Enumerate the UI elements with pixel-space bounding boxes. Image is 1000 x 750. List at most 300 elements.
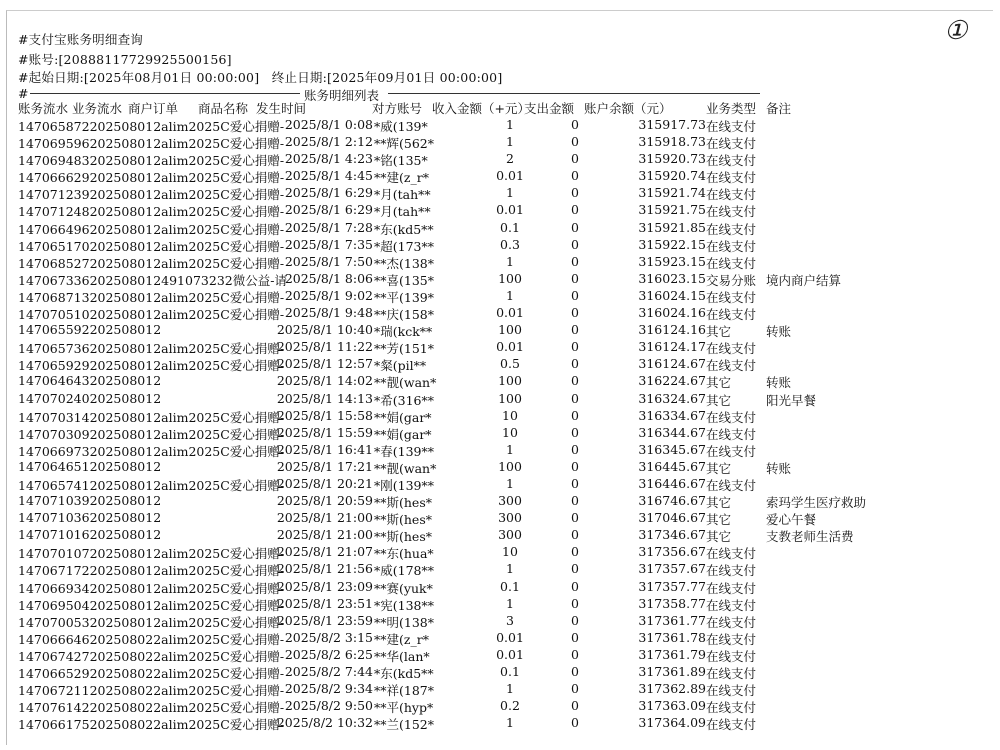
note-cell: 境内商户结算 [766, 272, 842, 288]
party-cell: **娟(gar* [374, 426, 432, 442]
party-cell: *宪(138** [374, 597, 434, 613]
type-cell: 交易分账 [706, 272, 757, 288]
income-cell: 100 [498, 390, 522, 406]
note-cell: 转账 [766, 324, 792, 340]
expense-cell: 0 [571, 305, 579, 321]
income-cell: 2 [506, 151, 514, 167]
time-cell: 2025/8/2 10:32 [276, 715, 373, 731]
expense-cell: 0 [571, 185, 579, 201]
expense-cell: 0 [571, 458, 579, 474]
table-row [0, 270, 1000, 287]
balance-cell: 316334.67 [638, 407, 706, 423]
table-row [0, 150, 1000, 167]
separator-dash-right [388, 93, 760, 94]
income-cell: 10 [502, 407, 518, 423]
note-cell: 支教老师生活费 [766, 529, 854, 545]
time-cell: 2025/8/2 9:50 [284, 698, 373, 714]
balance-cell: 317358.77 [638, 595, 706, 611]
type-cell: 在线支付 [706, 717, 757, 733]
table-row [0, 133, 1000, 150]
table-row [0, 526, 1000, 543]
flow-cell: 147066629202508012alim2025C爱心捐赠- [18, 170, 285, 186]
table-row [0, 475, 1000, 492]
party-cell: **建(z_r* [374, 170, 429, 186]
time-cell: 2025/8/1 21:00 [276, 510, 373, 526]
party-cell: *希(316** [374, 392, 434, 408]
party-cell: **祥(187* [374, 683, 434, 699]
party-cell: **赛(yuk* [374, 580, 433, 596]
col-party: 对方账号 [372, 101, 423, 116]
table-row [0, 543, 1000, 560]
time-cell: 2025/8/1 17:21 [276, 458, 373, 474]
flow-cell: 147071248202508012alim2025C爱心捐赠- [18, 204, 285, 220]
flow-cell: 147067211202508022alim2025C爱心捐赠- [18, 683, 285, 699]
party-cell: *瑞(kck** [374, 324, 433, 340]
balance-cell: 316224.67 [638, 373, 706, 389]
expense-cell: 0 [571, 424, 579, 440]
time-cell: 2025/8/1 20:21 [276, 475, 373, 491]
expense-cell: 0 [571, 561, 579, 577]
table-row [0, 201, 1000, 218]
table-row [0, 304, 1000, 321]
income-cell: 0.3 [500, 236, 520, 252]
income-cell: 0.1 [500, 578, 520, 594]
expense-cell: 0 [571, 493, 579, 509]
flow-cell: 147066646202508022alim2025C爱心捐赠- [18, 631, 285, 647]
expense-cell: 0 [571, 151, 579, 167]
expense-cell: 0 [571, 219, 579, 235]
table-row [0, 595, 1000, 612]
income-cell: 1 [506, 561, 514, 577]
flow-cell: 147070053202508012alim2025C爱心捐赠- [18, 614, 285, 630]
flow-cell: 147068527202508012alim2025C爱心捐赠- [18, 255, 285, 271]
expense-cell: 0 [571, 698, 579, 714]
expense-cell: 0 [571, 646, 579, 662]
table-row [0, 338, 1000, 355]
type-cell: 在线支付 [706, 597, 757, 613]
income-cell: 1 [506, 117, 514, 132]
type-cell: 在线支付 [706, 666, 757, 681]
balance-cell: 316124.67 [638, 356, 706, 372]
income-cell: 0.01 [496, 202, 524, 218]
separator-dash-left [30, 93, 300, 94]
flow-cell: 147069483202508012alim2025C爱心捐赠- [18, 153, 285, 169]
income-cell: 100 [498, 373, 522, 389]
type-cell: 在线支付 [706, 700, 757, 716]
flow-cell: 147071039202508012 [18, 493, 162, 509]
flow-cell: 147071239202508012alim2025C爱心捐赠- [18, 187, 285, 203]
note-cell: 阳光早餐 [766, 392, 817, 408]
balance-cell: 317363.09 [638, 698, 706, 714]
party-cell: **斯(hes* [374, 512, 432, 528]
time-cell: 2025/8/1 4:23 [284, 151, 373, 167]
party-cell: *粲(pil** [374, 358, 427, 374]
expense-cell: 0 [571, 475, 579, 491]
income-cell: 10 [502, 544, 518, 560]
balance-cell: 316344.67 [638, 424, 706, 440]
income-cell: 1 [506, 441, 514, 457]
col-balance: 账户余额（元） [584, 101, 672, 116]
time-cell: 2025/8/1 23:09 [276, 578, 373, 594]
balance-cell: 315918.73 [638, 134, 706, 150]
type-cell: 其它 [706, 512, 732, 528]
income-cell: 300 [498, 527, 522, 543]
balance-cell: 317046.67 [638, 510, 706, 526]
flow-cell: 147071016202508012 [18, 527, 162, 543]
time-cell: 2025/8/1 9:48 [284, 305, 373, 321]
note-cell: 转账 [766, 375, 792, 391]
balance-cell: 317357.67 [638, 561, 706, 577]
type-cell: 在线支付 [706, 221, 757, 237]
expense-cell: 0 [571, 578, 579, 594]
time-cell: 2025/8/1 7:50 [284, 253, 373, 269]
party-cell: **平(hyp* [374, 700, 434, 716]
balance-cell: 315917.73 [638, 117, 706, 132]
col-expense: 支出金额 [524, 101, 575, 116]
type-cell: 在线支付 [706, 563, 757, 579]
flow-cell: 147065592202508012 [18, 322, 162, 338]
time-cell: 2025/8/1 14:02 [276, 373, 373, 389]
balance-cell: 315921.74 [638, 185, 706, 201]
flow-cell: 147076142202508022alim2025C爱心捐赠- [18, 700, 285, 716]
party-cell: *威(139* [374, 119, 428, 134]
col-time: 发生时间 [256, 101, 307, 116]
expense-cell: 0 [571, 681, 579, 697]
balance-cell: 317346.67 [638, 527, 706, 543]
party-cell: **斯(hes* [374, 529, 432, 545]
flow-cell: 147064651202508012 [18, 458, 162, 474]
table-row [0, 680, 1000, 697]
income-cell: 3 [506, 612, 514, 628]
type-cell: 其它 [706, 392, 732, 408]
type-cell: 在线支付 [706, 648, 757, 664]
time-cell: 2025/8/1 7:35 [284, 236, 373, 252]
income-cell: 0.01 [496, 168, 524, 184]
table-row [0, 236, 1000, 253]
time-cell: 2025/8/1 7:28 [284, 219, 373, 235]
type-cell: 在线支付 [706, 683, 757, 699]
type-cell: 在线支付 [706, 546, 757, 562]
time-cell: 2025/8/1 12:57 [276, 356, 373, 372]
table-row [0, 116, 1000, 133]
time-cell: 2025/8/1 11:22 [276, 339, 373, 355]
type-cell: 在线支付 [706, 426, 757, 442]
party-cell: **明(138* [374, 614, 434, 630]
account-number: #账号:[20888117729925500156] [18, 52, 232, 67]
expense-cell: 0 [571, 441, 579, 457]
type-cell: 在线支付 [706, 580, 757, 596]
income-cell: 1 [506, 287, 514, 303]
type-cell: 其它 [706, 375, 732, 391]
party-cell: *东(kd5** [374, 221, 434, 237]
note-cell: 转账 [766, 460, 792, 476]
time-cell: 2025/8/1 23:51 [276, 595, 373, 611]
table-row [0, 612, 1000, 629]
income-cell: 0.01 [496, 646, 524, 662]
flow-cell: 147064643202508012 [18, 373, 162, 389]
type-cell: 在线支付 [706, 614, 757, 630]
col-merchant-order: 商户订单 [128, 101, 179, 116]
flow-cell: 147069596202508012alim2025C爱心捐赠- [18, 136, 285, 152]
type-cell: 在线支付 [706, 443, 757, 459]
party-cell: *春(139** [374, 443, 434, 459]
flow-cell: 147070107202508012alim2025C爱心捐赠- [18, 546, 285, 562]
flow-cell: 147066529202508022alim2025C爱心捐赠- [18, 666, 285, 681]
income-cell: 1 [506, 253, 514, 269]
income-cell: 0.5 [500, 356, 520, 372]
type-cell: 在线支付 [706, 170, 757, 186]
type-cell: 在线支付 [706, 255, 757, 271]
table-row [0, 560, 1000, 577]
balance-cell: 316445.67 [638, 458, 706, 474]
income-cell: 1 [506, 595, 514, 611]
separator-hash: # [18, 86, 29, 101]
income-cell: 1 [506, 715, 514, 731]
col-type: 业务类型 [706, 101, 757, 116]
flow-cell: 147065170202508012alim2025C爱心捐赠- [18, 238, 285, 254]
type-cell: 在线支付 [706, 631, 757, 647]
flow-cell: 147067427202508022alim2025C爱心捐赠- [18, 648, 285, 664]
time-cell: 2025/8/1 14:13 [276, 390, 373, 406]
time-cell: 2025/8/1 2:12 [284, 134, 373, 150]
flow-cell: 147070240202508012 [18, 390, 162, 406]
table-row [0, 219, 1000, 236]
table-row [0, 646, 1000, 663]
expense-cell: 0 [571, 356, 579, 372]
income-cell: 1 [506, 134, 514, 150]
party-cell: **靓(wan* [374, 375, 437, 391]
table-row [0, 629, 1000, 646]
balance-cell: 316446.67 [638, 475, 706, 491]
time-cell: 2025/8/1 9:02 [284, 287, 373, 303]
col-note: 备注 [766, 101, 792, 116]
table-row [0, 184, 1000, 201]
table-row [0, 167, 1000, 184]
expense-cell: 0 [571, 373, 579, 389]
balance-cell: 315923.15 [638, 253, 706, 269]
table-row [0, 407, 1000, 424]
balance-cell: 317361.77 [638, 612, 706, 628]
balance-cell: 315920.73 [638, 151, 706, 167]
income-cell: 1 [506, 681, 514, 697]
expense-cell: 0 [571, 236, 579, 252]
income-cell: 1 [506, 185, 514, 201]
balance-cell: 317362.89 [638, 681, 706, 697]
time-cell: 2025/8/1 21:00 [276, 527, 373, 543]
party-cell: **庆(158* [374, 307, 434, 323]
time-cell: 2025/8/1 6:29 [284, 202, 373, 218]
expense-cell: 0 [571, 629, 579, 645]
time-cell: 2025/8/1 23:59 [276, 612, 373, 628]
table-row [0, 458, 1000, 475]
time-cell: 2025/8/2 9:34 [284, 681, 373, 697]
table-row [0, 697, 1000, 714]
party-cell: *威(178** [374, 563, 434, 579]
flow-cell: 147068713202508012alim2025C爱心捐赠- [18, 289, 285, 305]
income-cell: 0.1 [500, 664, 520, 679]
party-cell: **平(139* [374, 289, 434, 305]
flow-cell: 147071036202508012 [18, 510, 162, 526]
expense-cell: 0 [571, 595, 579, 611]
party-cell: *刚(139** [374, 477, 434, 493]
type-cell: 在线支付 [706, 307, 757, 323]
transaction-list [0, 116, 1000, 731]
balance-cell: 315922.15 [638, 236, 706, 252]
time-cell: 2025/8/1 0:08 [284, 117, 373, 132]
expense-cell: 0 [571, 527, 579, 543]
party-cell: **兰(152* [374, 717, 434, 733]
party-cell: **华(lan* [374, 648, 430, 664]
income-cell: 0.01 [496, 339, 524, 355]
time-cell: 2025/8/1 15:59 [276, 424, 373, 440]
table-row [0, 372, 1000, 389]
time-cell: 2025/8/2 3:15 [284, 629, 373, 645]
type-cell: 其它 [706, 460, 732, 476]
balance-cell: 315920.74 [638, 168, 706, 184]
flow-cell: 147066496202508012alim2025C爱心捐赠- [18, 221, 285, 237]
expense-cell: 0 [571, 544, 579, 560]
table-row [0, 509, 1000, 526]
note-cell: 爱心午餐 [766, 512, 817, 528]
type-cell: 在线支付 [706, 119, 757, 134]
income-cell: 0.1 [500, 219, 520, 235]
party-cell: *超(173** [374, 238, 434, 254]
flow-cell: 147066934202508012alim2025C爱心捐赠- [18, 580, 285, 596]
col-flow: 账务流水 [18, 101, 69, 116]
flow-cell: 147065929202508012alim2025C爱心捐赠- [18, 358, 285, 374]
party-cell: **建(z_r* [374, 631, 429, 647]
time-cell: 2025/8/1 16:41 [276, 441, 373, 457]
expense-cell: 0 [571, 253, 579, 269]
date-range: #起始日期:[2025年08月01日 00:00:00] 终止日期:[2025年09月01日 00:00:00] [18, 70, 503, 85]
expense-cell: 0 [571, 715, 579, 731]
balance-cell: 317361.78 [638, 629, 706, 645]
time-cell: 2025/8/2 7:44 [284, 664, 373, 679]
time-cell: 2025/8/1 15:58 [276, 407, 373, 423]
balance-cell: 317361.79 [638, 646, 706, 662]
table-row [0, 714, 1000, 731]
time-cell: 2025/8/1 20:59 [276, 493, 373, 509]
flow-cell: 147065872202508012alim2025C爱心捐赠- [18, 119, 285, 134]
balance-cell: 316324.67 [638, 390, 706, 406]
type-cell: 在线支付 [706, 136, 757, 152]
type-cell: 在线支付 [706, 477, 757, 493]
flow-cell: 147070314202508012alim2025C爱心捐赠- [18, 409, 285, 425]
party-cell: *铭(135* [374, 153, 428, 169]
report-title: #支付宝账务明细查询 [18, 32, 143, 47]
party-cell: **喜(135* [374, 272, 434, 288]
expense-cell: 0 [571, 117, 579, 132]
income-cell: 300 [498, 510, 522, 526]
time-cell: 2025/8/2 6:25 [284, 646, 373, 662]
income-cell: 0.01 [496, 629, 524, 645]
income-cell: 100 [498, 322, 522, 338]
expense-cell: 0 [571, 202, 579, 218]
income-cell: 100 [498, 458, 522, 474]
flow-cell: 147067172202508012alim2025C爱心捐赠- [18, 563, 285, 579]
col-income: 收入金额（+元） [432, 101, 530, 116]
party-cell: *月(tah** [374, 187, 431, 203]
type-cell: 其它 [706, 324, 732, 340]
balance-cell: 316024.16 [638, 305, 706, 321]
type-cell: 其它 [706, 529, 732, 545]
time-cell: 2025/8/1 21:07 [276, 544, 373, 560]
type-cell: 其它 [706, 495, 732, 511]
expense-cell: 0 [571, 390, 579, 406]
expense-cell: 0 [571, 134, 579, 150]
expense-cell: 0 [571, 270, 579, 286]
table-row [0, 355, 1000, 372]
list-title: 账务明细列表 [304, 88, 380, 103]
balance-cell: 316023.15 [638, 270, 706, 286]
type-cell: 在线支付 [706, 187, 757, 203]
expense-cell: 0 [571, 407, 579, 423]
balance-cell: 316746.67 [638, 493, 706, 509]
income-cell: 10 [502, 424, 518, 440]
time-cell: 2025/8/1 6:29 [284, 185, 373, 201]
balance-cell: 316345.67 [638, 441, 706, 457]
party-cell: **芳(151* [374, 341, 434, 357]
table-row [0, 578, 1000, 595]
expense-cell: 0 [571, 287, 579, 303]
party-cell: **娟(gar* [374, 409, 432, 425]
table-row [0, 441, 1000, 458]
table-row [0, 321, 1000, 338]
expense-cell: 0 [571, 322, 579, 338]
flow-cell: 147066973202508012alim2025C爱心捐赠- [18, 443, 285, 459]
col-biz-flow: 业务流水 [72, 101, 123, 116]
flow-cell: 147070309202508012alim2025C爱心捐赠- [18, 426, 285, 442]
party-cell: **杰(138* [374, 255, 434, 271]
expense-cell: 0 [571, 339, 579, 355]
list-separator [18, 86, 760, 103]
party-cell: *东(kd5** [374, 666, 434, 681]
balance-cell: 315921.85 [638, 219, 706, 235]
expense-cell: 0 [571, 664, 579, 679]
flow-cell: 147066175202508022alim2025C爱心捐赠- [18, 717, 285, 733]
balance-cell: 316124.16 [638, 322, 706, 338]
expense-cell: 0 [571, 168, 579, 184]
balance-cell: 315921.75 [638, 202, 706, 218]
type-cell: 在线支付 [706, 409, 757, 425]
party-cell: **东(hua* [374, 546, 434, 562]
flow-cell: 147070510202508012alim2025C爱心捐赠- [18, 307, 285, 323]
income-cell: 1 [506, 475, 514, 491]
balance-cell: 317364.09 [638, 715, 706, 731]
income-cell: 300 [498, 493, 522, 509]
type-cell: 在线支付 [706, 204, 757, 220]
party-cell: **斯(hes* [374, 495, 432, 511]
type-cell: 在线支付 [706, 341, 757, 357]
table-row [0, 492, 1000, 509]
balance-cell: 317356.67 [638, 544, 706, 560]
income-cell: 0.01 [496, 305, 524, 321]
flow-cell: 147069504202508012alim2025C爱心捐赠- [18, 597, 285, 613]
time-cell: 2025/8/1 8:06 [284, 270, 373, 286]
flow-cell: 147065741202508012alim2025C爱心捐赠- [18, 477, 285, 493]
time-cell: 2025/8/1 10:40 [276, 322, 373, 338]
table-row [0, 253, 1000, 270]
table-row [0, 287, 1000, 304]
party-cell: **靓(wan* [374, 460, 437, 476]
income-cell: 0.2 [500, 698, 520, 714]
flow-cell: 147067336202508012491073232微公益-请 [18, 272, 287, 288]
type-cell: 在线支付 [706, 153, 757, 169]
type-cell: 在线支付 [706, 238, 757, 254]
time-cell: 2025/8/1 4:45 [284, 168, 373, 184]
expense-cell: 0 [571, 612, 579, 628]
balance-cell: 317361.89 [638, 664, 706, 679]
